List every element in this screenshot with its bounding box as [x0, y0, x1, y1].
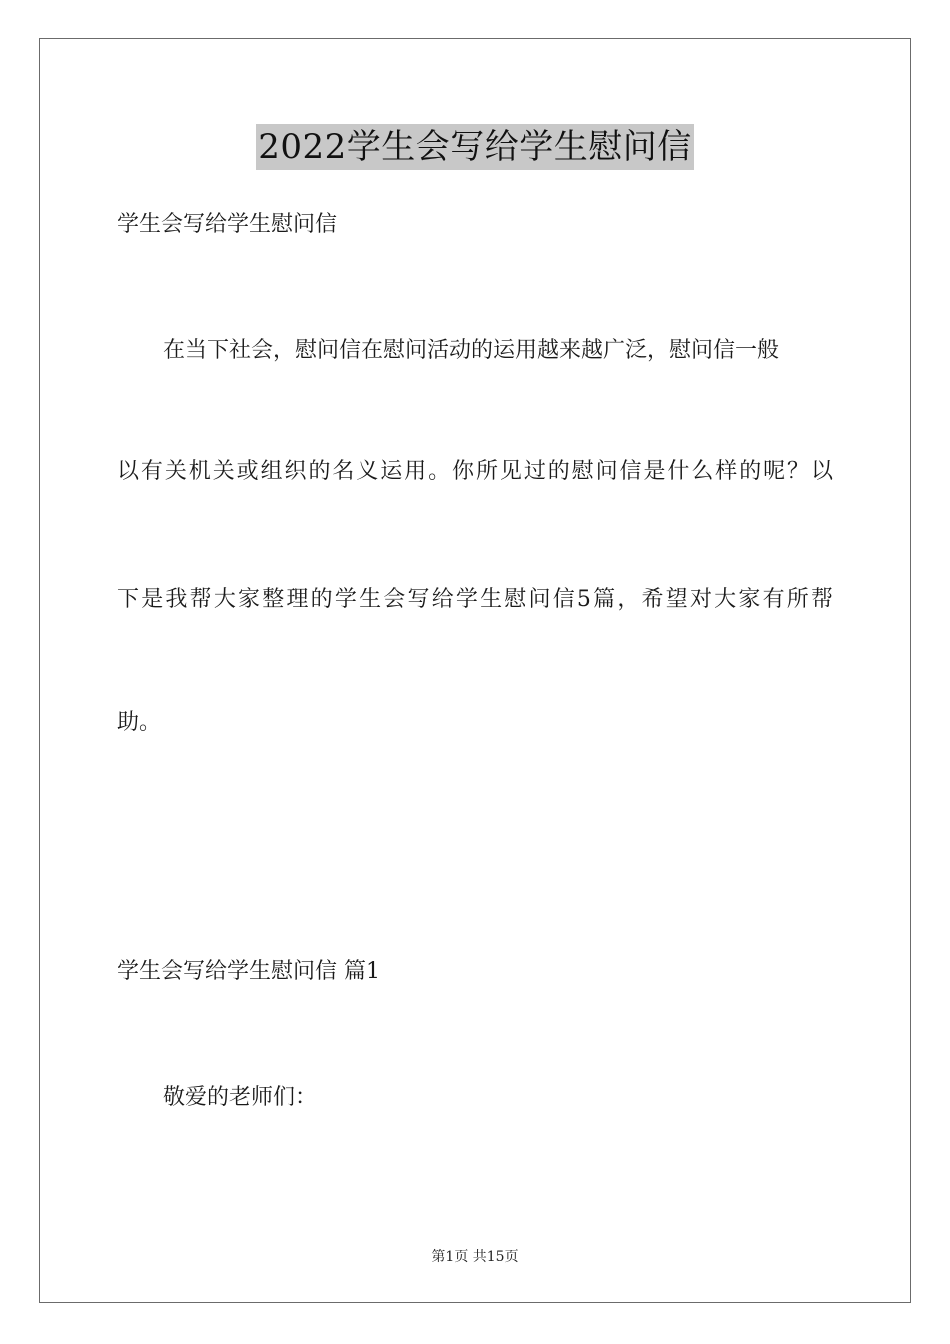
- intro-line-2: 以有关机关或组织的名义运用。你所见过的慰问信是什么样的呢？以: [117, 459, 833, 484]
- page-footer: 第1页 共15页: [431, 1249, 519, 1265]
- title-container: [0, 124, 950, 170]
- intro-line-1: 在当下社会，慰问信在慰问活动的运用越来越广泛，慰问信一般: [163, 338, 780, 363]
- section-heading: 学生会写给学生慰问信 篇1: [117, 959, 380, 984]
- intro-line-4: 助。: [117, 710, 162, 735]
- intro-line-3: 下是我帮大家整理的学生会写给学生慰问信5篇，希望对大家有所帮: [117, 587, 833, 612]
- document-title: 2022学生会写给学生慰问信: [256, 124, 694, 170]
- document-subtitle: 学生会写给学生慰问信: [117, 212, 338, 237]
- salutation: 敬爱的老师们：: [163, 1085, 318, 1110]
